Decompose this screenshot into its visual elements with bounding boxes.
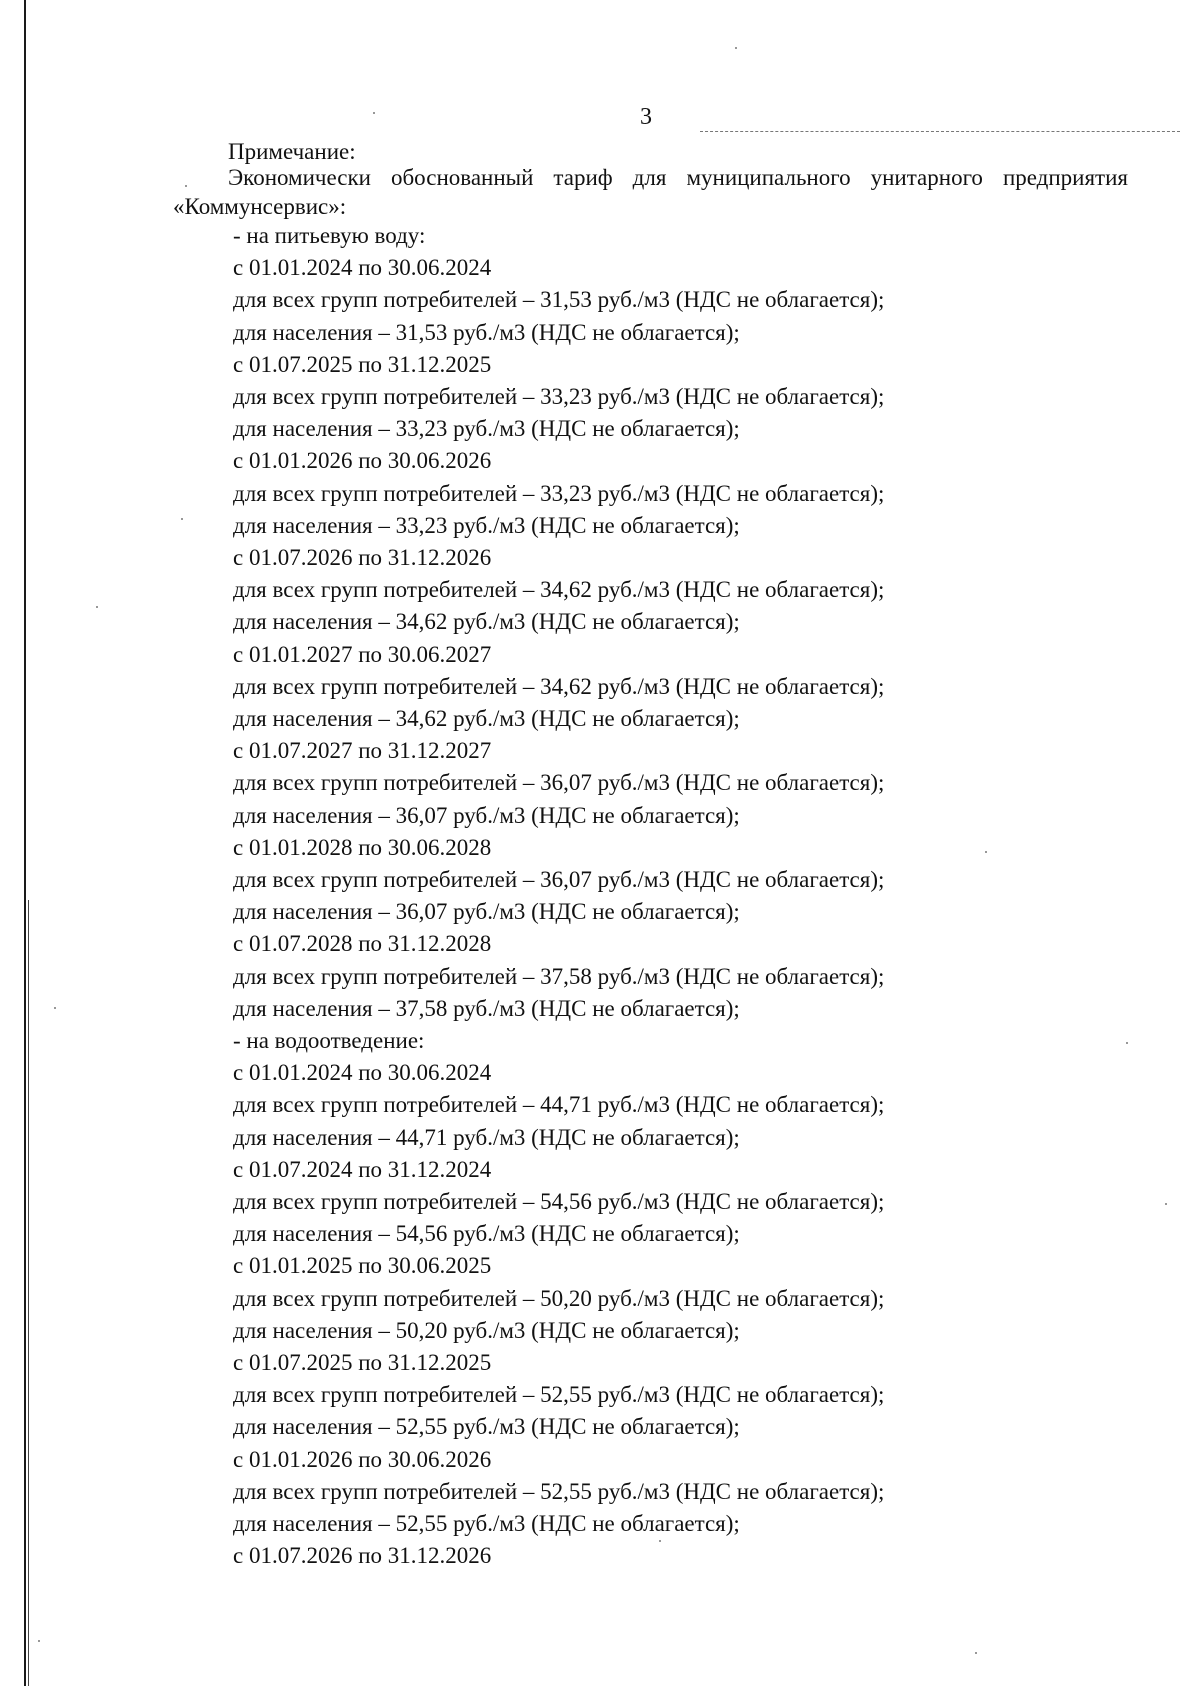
tariff-line: для населения – 33,23 руб./м3 (НДС не облагается); bbox=[233, 513, 740, 538]
tariff-line: с 01.01.2024 по 30.06.2024 bbox=[233, 1060, 492, 1085]
tariff-line: с 01.01.2026 по 30.06.2026 bbox=[233, 448, 492, 473]
tariff-line: для всех групп потребителей – 50,20 руб./м3 (НДС не облагается); bbox=[233, 1286, 885, 1311]
note-title: Примечание: bbox=[228, 139, 356, 164]
tariff-line: для населения – 36,07 руб./м3 (НДС не облагается); bbox=[233, 803, 740, 828]
tariff-line: для населения – 50,20 руб./м3 (НДС не облагается); bbox=[233, 1318, 740, 1343]
scan-speck bbox=[181, 518, 183, 520]
tariff-line: для населения – 54,56 руб./м3 (НДС не облагается); bbox=[233, 1221, 740, 1246]
tariff-line: для всех групп потребителей – 54,56 руб./м3 (НДС не облагается); bbox=[233, 1189, 885, 1214]
scan-dash-artifact bbox=[700, 131, 1180, 132]
scan-speck bbox=[1126, 1042, 1128, 1044]
tariff-line: для всех групп потребителей – 31,53 руб./м3 (НДС не облагается); bbox=[233, 287, 885, 312]
scan-speck bbox=[38, 1640, 40, 1642]
tariff-line: для всех групп потребителей – 36,07 руб./м3 (НДС не облагается); bbox=[233, 867, 885, 892]
scan-speck bbox=[96, 606, 98, 608]
scan-speck bbox=[54, 1007, 56, 1009]
intro-line-2: «Коммунсервис»: bbox=[173, 194, 347, 219]
scan-speck bbox=[975, 1652, 977, 1654]
tariff-line: для всех групп потребителей – 52,55 руб./м3 (НДС не облагается); bbox=[233, 1479, 885, 1504]
scan-speck bbox=[373, 112, 375, 114]
scan-left-edge-secondary bbox=[28, 900, 29, 1686]
scan-speck bbox=[185, 185, 187, 187]
tariff-line: для населения – 33,23 руб./м3 (НДС не облагается); bbox=[233, 416, 740, 441]
tariff-line: для всех групп потребителей – 33,23 руб./м3 (НДС не облагается); bbox=[233, 481, 885, 506]
tariff-line: с 01.07.2026 по 31.12.2026 bbox=[233, 1543, 492, 1568]
tariff-line: - на водоотведение: bbox=[233, 1028, 425, 1053]
scan-speck bbox=[659, 1540, 661, 1542]
tariff-line: с 01.07.2024 по 31.12.2024 bbox=[233, 1157, 492, 1182]
tariff-line: с 01.07.2028 по 31.12.2028 bbox=[233, 931, 492, 956]
scan-speck bbox=[985, 851, 987, 853]
scan-speck bbox=[735, 47, 737, 49]
page-number: 3 bbox=[640, 104, 652, 130]
tariff-line: с 01.01.2028 по 30.06.2028 bbox=[233, 835, 492, 860]
tariff-line: для населения – 52,55 руб./м3 (НДС не облагается); bbox=[233, 1511, 740, 1536]
tariff-line: для всех групп потребителей – 44,71 руб./м3 (НДС не облагается); bbox=[233, 1092, 885, 1117]
tariff-line: для всех групп потребителей – 34,62 руб./м3 (НДС не облагается); bbox=[233, 674, 885, 699]
tariff-line: с 01.07.2025 по 31.12.2025 bbox=[233, 352, 492, 377]
tariff-line: с 01.01.2025 по 30.06.2025 bbox=[233, 1253, 492, 1278]
scan-left-edge bbox=[24, 0, 26, 1686]
tariff-line: - на питьевую воду: bbox=[233, 223, 426, 248]
tariff-line: для населения – 52,55 руб./м3 (НДС не облагается); bbox=[233, 1414, 740, 1439]
tariff-line: для населения – 44,71 руб./м3 (НДС не облагается); bbox=[233, 1125, 740, 1150]
tariff-line: для населения – 34,62 руб./м3 (НДС не облагается); bbox=[233, 609, 740, 634]
tariff-line: для населения – 34,62 руб./м3 (НДС не облагается); bbox=[233, 706, 740, 731]
tariff-line: с 01.07.2025 по 31.12.2025 bbox=[233, 1350, 492, 1375]
tariff-line: с 01.01.2026 по 30.06.2026 bbox=[233, 1447, 492, 1472]
tariff-line: для всех групп потребителей – 52,55 руб./м3 (НДС не облагается); bbox=[233, 1382, 885, 1407]
tariff-line: с 01.07.2026 по 31.12.2026 bbox=[233, 545, 492, 570]
tariff-line: для всех групп потребителей – 34,62 руб./м3 (НДС не облагается); bbox=[233, 577, 885, 602]
intro-line-1: Экономически обоснованный тариф для муниципального унитарного предприятия bbox=[228, 165, 1128, 190]
tariff-line: с 01.01.2027 по 30.06.2027 bbox=[233, 642, 492, 667]
tariff-line: с 01.01.2024 по 30.06.2024 bbox=[233, 255, 492, 280]
tariff-line: для населения – 37,58 руб./м3 (НДС не облагается); bbox=[233, 996, 740, 1021]
tariff-line: с 01.07.2027 по 31.12.2027 bbox=[233, 738, 492, 763]
tariff-line: для всех групп потребителей – 33,23 руб./м3 (НДС не облагается); bbox=[233, 384, 885, 409]
tariff-line: для населения – 31,53 руб./м3 (НДС не облагается); bbox=[233, 320, 740, 345]
tariff-line: для всех групп потребителей – 37,58 руб./м3 (НДС не облагается); bbox=[233, 964, 885, 989]
scan-speck bbox=[1165, 1203, 1167, 1205]
tariff-line: для населения – 36,07 руб./м3 (НДС не облагается); bbox=[233, 899, 740, 924]
tariff-line: для всех групп потребителей – 36,07 руб./м3 (НДС не облагается); bbox=[233, 770, 885, 795]
